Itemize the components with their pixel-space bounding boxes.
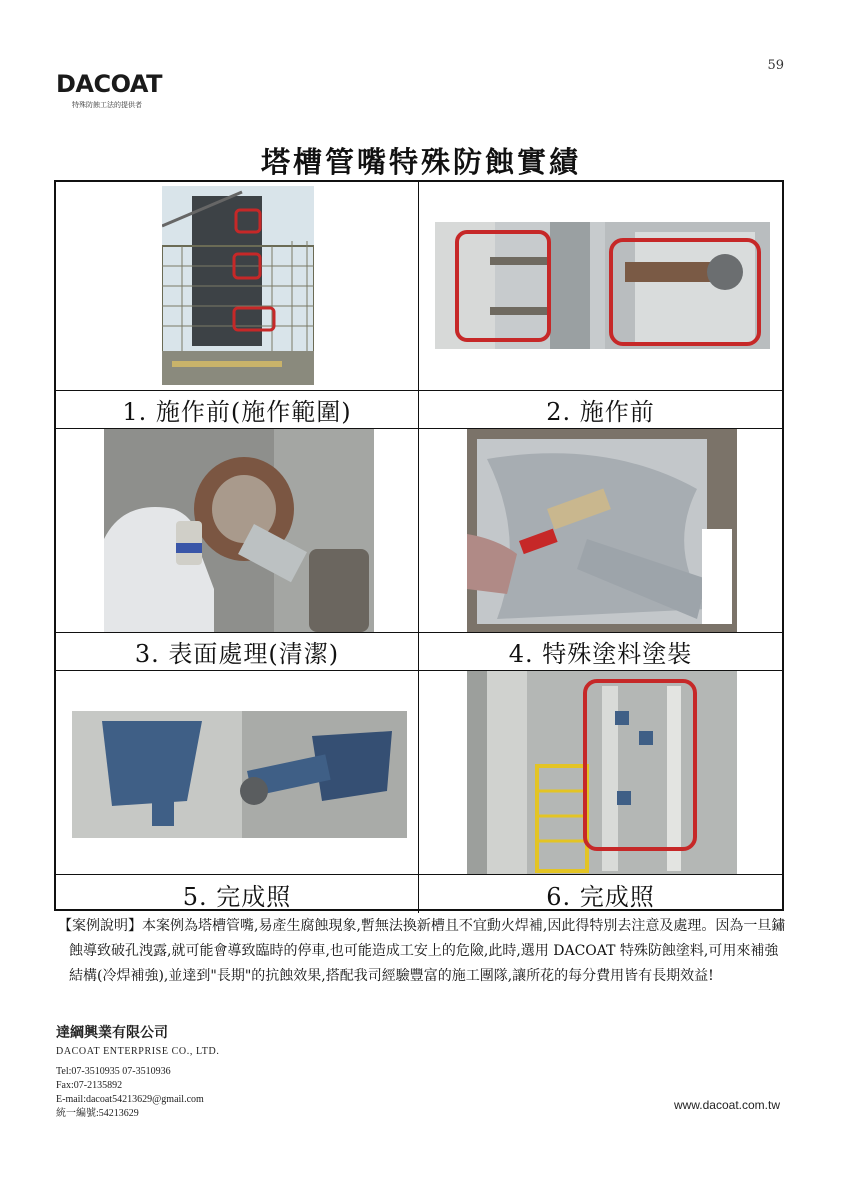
step-caption: 2. 施作前 (546, 398, 655, 426)
step-caption: 4. 特殊塗料塗裝 (508, 640, 693, 668)
caption-cell-3 (56, 633, 419, 671)
photo-coating-application (467, 429, 737, 632)
company-info (56, 1022, 219, 1121)
photo-cell-6 (419, 671, 782, 875)
caption-cell-1 (56, 391, 419, 429)
logo-tagline: 特殊防蝕工法的提供者 (72, 101, 142, 109)
step-caption: 5. 完成照 (182, 882, 292, 911)
caption-cell-2 (419, 391, 782, 429)
photo-cell-1 (56, 182, 419, 391)
photo-completed-2 (467, 671, 737, 874)
caption-cell-6 (419, 875, 782, 913)
caption-cell-5 (56, 875, 419, 913)
photo-surface-cleaning (104, 429, 374, 632)
company-fax: Fax:07-2135892 (56, 1080, 123, 1091)
photo-cell-4 (419, 429, 782, 633)
company-name-en: DACOAT ENTERPRISE CO., LTD. (56, 1046, 220, 1057)
website-link[interactable]: www.dacoat.com.tw (673, 1098, 780, 1112)
company-email[interactable]: E-mail:dacoat54213629@gmail.com (56, 1094, 204, 1105)
step-caption: 6. 完成照 (546, 882, 655, 911)
company-tax-id: 統一編號:54213629 (56, 1108, 139, 1119)
company-logo (56, 72, 162, 110)
page-number: 59 (767, 58, 784, 73)
photo-cell-3 (56, 429, 419, 633)
step-caption: 3. 表面處理(清潔) (134, 640, 340, 668)
company-name-cn: 達綱興業有限公司 (56, 1025, 168, 1041)
company-tel: Tel:07-3510935 07-3510936 (56, 1066, 171, 1077)
photo-tower-before (162, 186, 314, 385)
photo-nozzles-before (435, 222, 770, 349)
photo-cell-2 (419, 182, 782, 391)
step-caption: 1. 施作前(施作範圍) (122, 398, 352, 426)
logo-wordmark: DACOAT (56, 70, 162, 98)
page-title: 塔槽管嘴特殊防蝕實績 (260, 145, 581, 179)
case-description (58, 914, 788, 989)
caption-cell-4 (419, 633, 782, 671)
photo-completed-1 (72, 711, 407, 838)
case-description-text: 【案例說明】本案例為塔槽管嘴,易產生腐蝕現象,暫無法換新槽且不宜動火焊補,因此得特別去注意及處理。因為一旦鏽蝕導致破孔洩露,就可能會導致臨時的停車,也可能造成工安上的危險,此時,選用 DACOAT 特殊防蝕塗料,可用來補強結構(冷焊補強),並達到"長期"的抗蝕效果,搭配我司經驗豐富的施工團隊,讓所花的每分費用皆有長期效益! (58, 918, 786, 984)
photo-grid (54, 180, 784, 911)
photo-cell-5 (56, 671, 419, 875)
